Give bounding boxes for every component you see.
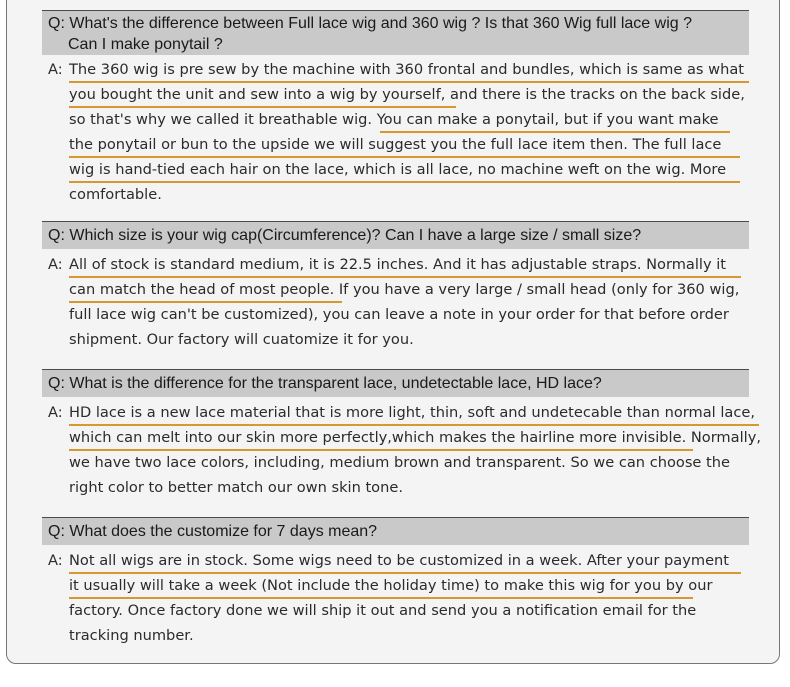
answer-line: wig is hand-tied each hair on the lace, which is all lace, no machine weft on the wig. More xyxy=(69,161,727,178)
answer-line: shipment. Our factory will cuatomize it for you. xyxy=(69,331,414,348)
question-text: Can I make ponytail ? xyxy=(68,36,223,53)
question-prefix: Q: xyxy=(48,227,65,244)
highlight-underline xyxy=(380,131,730,133)
highlight-underline xyxy=(69,449,693,451)
question-prefix: Q: xyxy=(48,523,65,540)
question-prefix: Q: xyxy=(48,15,65,32)
answer-prefix: A: xyxy=(48,61,63,78)
answer-line: full lace wig can't be customized), you can leave a note in your order for that before order xyxy=(69,306,729,323)
answer-line: so that's why we called it breathable wig. You can make a ponytail, but if you want make xyxy=(69,111,719,128)
highlight-underline xyxy=(69,81,749,83)
answer-line: which can melt into our skin more perfectly,which makes the hairline more invisible. Normally, xyxy=(69,429,761,446)
question-bar-4 xyxy=(42,517,749,545)
question-text: What's the difference between Full lace wig and 360 wig ? Is that 360 Wig full lace wig ? xyxy=(69,15,692,32)
question-bar-3 xyxy=(42,369,749,397)
answer-line: factory. Once factory done we will ship it out and send you a notification email for the xyxy=(69,602,697,619)
highlight-underline xyxy=(69,276,741,278)
answer-line: you bought the unit and sew into a wig by yourself, and there is the tracks on the back side, xyxy=(69,86,745,103)
answer-line: comfortable. xyxy=(69,186,162,203)
highlight-underline xyxy=(69,424,759,426)
question-bar-1 xyxy=(42,10,749,55)
answer-line: the ponytail or bun to the upside we will suggest you the full lace item then. The full lace xyxy=(69,136,722,153)
answer-prefix: A: xyxy=(48,256,63,273)
answer-line: HD lace is a new lace material that is more light, thin, soft and undetecable than normal lace, xyxy=(69,404,755,421)
answer-line: right color to better match our own skin tone. xyxy=(69,479,403,496)
answer-line: can match the head of most people. If you have a very large / small head (only for 360 wig, xyxy=(69,281,740,298)
question-prefix: Q: xyxy=(48,375,65,392)
question-bar-2 xyxy=(42,221,749,249)
highlight-underline xyxy=(69,181,740,183)
answer-prefix: A: xyxy=(48,552,63,569)
answer-line: Not all wigs are in stock. Some wigs need to be customized in a week. After your payment xyxy=(69,552,730,569)
question-text: What is the difference for the transparent lace, undetectable lace, HD lace? xyxy=(69,375,602,392)
highlight-underline xyxy=(69,156,740,158)
highlight-underline xyxy=(69,106,456,108)
answer-line: The 360 wig is pre sew by the machine with 360 frontal and bundles, which is same as what xyxy=(69,61,745,78)
highlight-underline xyxy=(69,597,693,599)
answer-prefix: A: xyxy=(48,404,63,421)
question-text: What does the customize for 7 days mean? xyxy=(69,523,378,540)
highlight-underline xyxy=(69,572,741,574)
question-text: Which size is your wig cap(Circumference)? Can I have a large size / small size? xyxy=(69,227,642,244)
answer-line: All of stock is standard medium, it is 22.5 inches. And it has adjustable straps. Normally it xyxy=(69,256,727,273)
answer-line: we have two lace colors, including, medium brown and transparent. So we can choose the xyxy=(69,454,731,471)
highlight-underline xyxy=(69,301,342,303)
answer-line: it usually will take a week (Not include the holiday time) to make this wig for you by our xyxy=(69,577,713,594)
answer-line: tracking number. xyxy=(69,627,194,644)
